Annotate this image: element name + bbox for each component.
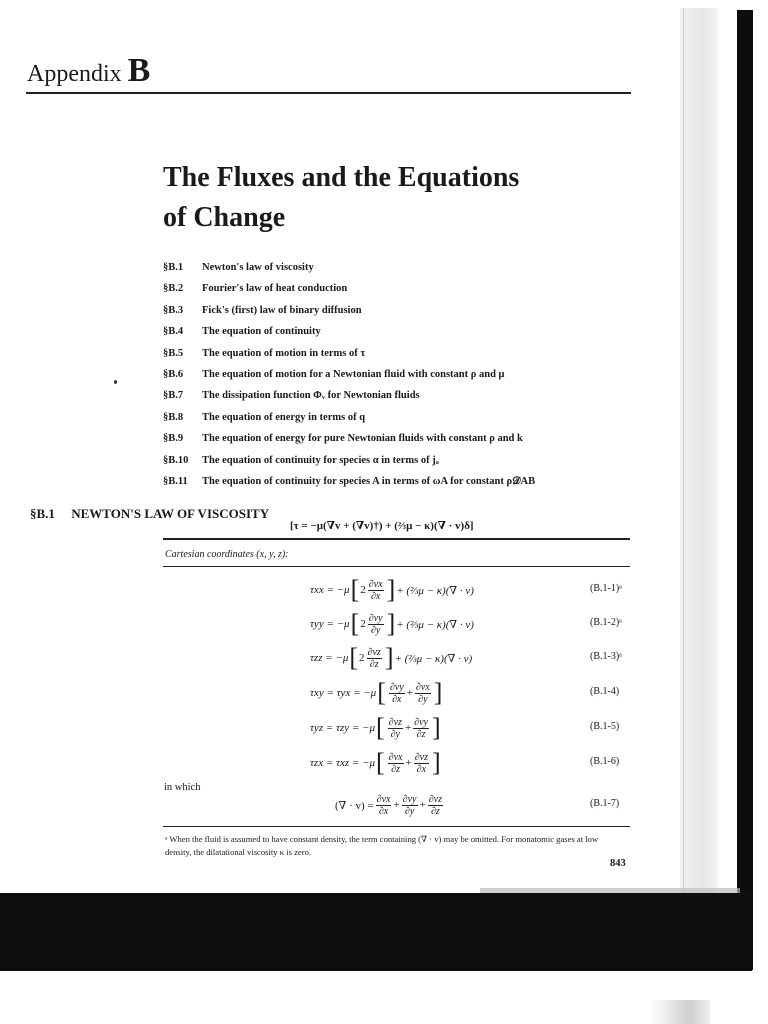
derivative-fraction	[414, 752, 429, 775]
fraction-denominator: ∂y	[404, 805, 415, 817]
bracket-close: ]	[386, 575, 396, 604]
derivative-fraction	[402, 794, 418, 817]
equation-row	[310, 676, 443, 710]
fraction-denominator: ∂z	[369, 658, 379, 670]
divergence-equation	[335, 788, 445, 822]
fraction-denominator: ∂x	[370, 590, 381, 602]
equation-row	[310, 573, 474, 607]
section-title: NEWTON'S LAW OF VISCOSITY	[71, 506, 270, 521]
toc-number: §B.3	[163, 304, 184, 316]
fraction-numerator: ∂vx	[388, 751, 403, 763]
fraction-numerator: ∂vy	[389, 681, 404, 693]
fraction-numerator: ∂vy	[402, 793, 417, 805]
equation-row	[310, 746, 442, 780]
bracket-open: [	[376, 713, 385, 742]
toc-item	[163, 282, 603, 303]
bracket-close: ]	[384, 643, 394, 672]
toc-number: §B.1	[163, 262, 184, 273]
equation-lhs: τyy = −μ	[310, 618, 350, 630]
toc-number: §B.9	[163, 433, 184, 445]
toc-number: §B.2	[163, 283, 184, 295]
fraction-denominator: ∂y	[390, 728, 400, 740]
equation-lhs: τzx = τxz = −μ	[310, 757, 375, 769]
appendix-heading	[27, 52, 150, 90]
fraction-denominator: ∂y	[418, 693, 428, 705]
equation-number: (B.1-4)	[590, 686, 620, 697]
toc-item	[163, 475, 603, 496]
toc-item	[163, 304, 603, 325]
derivative-fraction	[413, 717, 429, 740]
bracket-open: [	[349, 643, 359, 672]
plus-sign: +	[406, 687, 413, 699]
toc-number: §B.8	[163, 411, 184, 423]
bracket-open: [	[350, 575, 360, 604]
bracket-close: ]	[432, 748, 441, 777]
scan-corner-smudge	[650, 1000, 710, 1024]
table-top-rule	[163, 538, 630, 540]
equation-number: (B.1-6)	[590, 756, 620, 767]
toc-item	[163, 389, 603, 410]
derivative-fraction	[388, 752, 404, 775]
chapter-title-line-1: The Fluxes and the Equations	[163, 162, 520, 193]
toc-text: The equation of motion in terms of τ	[202, 347, 366, 359]
table-header-rule	[163, 566, 630, 567]
chapter-title-line-2: of Change	[163, 202, 286, 233]
fraction-numerator: ∂vz	[367, 646, 381, 658]
fraction-numerator: ∂vx	[376, 793, 391, 805]
scan-speck	[114, 380, 117, 384]
bracket-open: [	[376, 748, 385, 777]
section-general-formula: [τ = −μ(∇v + (∇v)†) + (⅔μ − κ)(∇ · v)δ]	[290, 520, 474, 532]
toc-text: The equation of continuity for species A in terms of ωA for constant ρ𝒟AB	[202, 475, 536, 487]
plus-sign: +	[393, 799, 400, 811]
bracket-close: ]	[386, 609, 396, 638]
toc-number: §B.11	[163, 475, 188, 487]
section-number: §B.1	[30, 506, 55, 521]
bracket-open: [	[377, 678, 386, 707]
toc-number: §B.4	[163, 326, 184, 338]
toc-item	[163, 454, 603, 475]
toc-item	[163, 347, 603, 368]
toc-item	[163, 325, 603, 346]
equation-coefficient: 2	[359, 652, 365, 664]
fraction-denominator: ∂z	[391, 763, 400, 775]
toc-text: Fick's (first) law of binary diffusion	[202, 304, 362, 316]
fraction-denominator: ∂y	[370, 624, 381, 636]
equation-row	[310, 711, 442, 745]
equation-lhs: (∇ · v) =	[335, 799, 374, 812]
toc-item	[163, 432, 603, 453]
derivative-fraction	[368, 579, 384, 602]
fraction-denominator: ∂x	[392, 693, 402, 705]
equation-number: (B.1-2)ᵃ	[590, 617, 622, 628]
equation-number: (B.1-7)	[590, 798, 620, 809]
derivative-fraction	[368, 613, 384, 636]
equation-row	[310, 641, 472, 675]
chapter-title	[163, 158, 613, 238]
book-spine-shadow	[737, 10, 753, 970]
fraction-numerator: ∂vz	[428, 793, 442, 805]
plus-sign: +	[404, 722, 412, 734]
equation-lhs: τyz = τzy = −μ	[310, 722, 375, 734]
toc-text: Fourier's law of heat conduction	[202, 283, 348, 295]
appendix-word: Appendix	[27, 61, 122, 87]
fraction-numerator: ∂vz	[388, 716, 402, 728]
derivative-fraction	[415, 682, 431, 705]
toc-text: The equation of motion for a Newtonian fluid with constant ρ and μ	[202, 368, 505, 380]
bracket-open: [	[350, 609, 360, 638]
appendix-letter: B	[127, 52, 151, 89]
derivative-fraction	[388, 717, 403, 740]
heading-rule	[26, 92, 631, 94]
toc-item	[163, 411, 603, 432]
section-heading	[30, 506, 269, 522]
page-number: 843	[610, 858, 626, 869]
bracket-close: ]	[433, 678, 443, 707]
fraction-denominator: ∂z	[416, 728, 426, 740]
fraction-numerator: ∂vx	[368, 578, 383, 590]
toc-number: §B.7	[163, 390, 184, 402]
footnote: ᵃ When the fluid is assumed to have constant density, the term containing (∇ · v) may be omitted. For monatomic gases at low density, the dilatational viscosity κ is zero.	[165, 834, 599, 857]
toc-number: §B.10	[163, 454, 189, 466]
fraction-numerator: ∂vx	[415, 681, 430, 693]
toc-number: §B.6	[163, 368, 184, 380]
fraction-numerator: ∂vz	[414, 751, 428, 763]
equation-lhs: τzz = −μ	[310, 652, 349, 664]
equation-row	[310, 607, 474, 641]
equation-number: (B.1-1)ᵃ	[590, 583, 622, 594]
toc-text: The equation of energy for pure Newtonian fluids with constant ρ and k	[202, 433, 523, 445]
fraction-denominator: ∂z	[430, 805, 440, 817]
equation-tail: + (⅔μ − κ)(∇ · v)	[396, 618, 474, 631]
plus-sign: +	[419, 799, 426, 811]
equation-tail: + (⅔μ − κ)(∇ · v)	[396, 584, 474, 597]
toc-number: §B.5	[163, 347, 184, 359]
toc-text: The equation of continuity	[202, 326, 321, 338]
equation-coefficient: 2	[360, 618, 366, 630]
footnote-rule	[163, 826, 630, 827]
derivative-fraction	[367, 647, 382, 670]
fraction-denominator: ∂x	[378, 805, 389, 817]
toc-text: Newton's law of viscosity	[202, 262, 314, 273]
toc-text: The equation of continuity for species α in terms of jₐ	[202, 454, 439, 466]
derivative-fraction	[428, 794, 443, 817]
derivative-fraction	[376, 794, 392, 817]
derivative-fraction	[389, 682, 405, 705]
table-of-contents	[163, 261, 603, 496]
plus-sign: +	[405, 757, 412, 769]
bracket-close: ]	[432, 713, 441, 742]
toc-item	[163, 261, 603, 282]
toc-text: The dissipation function Φᵥ for Newtonian fluids	[202, 390, 420, 402]
coordinates-label: Cartesian coordinates (x, y, z):	[165, 549, 289, 560]
toc-text: The equation of energy in terms of q	[202, 411, 366, 423]
fraction-numerator: ∂vy	[414, 716, 428, 728]
equation-lhs: τxx = −μ	[310, 584, 350, 596]
equation-coefficient: 2	[360, 584, 366, 596]
scan-bottom-shadow	[0, 893, 752, 971]
equation-number: (B.1-5)	[590, 721, 620, 732]
toc-item	[163, 368, 603, 389]
equation-tail: + (⅔μ − κ)(∇ · v)	[394, 652, 473, 665]
page-edge-shadow	[680, 8, 718, 898]
equation-number: (B.1-3)ᵃ	[590, 651, 622, 662]
in-which-text: in which	[164, 782, 201, 793]
fraction-denominator: ∂x	[416, 763, 427, 775]
fraction-numerator: ∂vy	[368, 612, 383, 624]
equation-lhs: τxy = τyx = −μ	[310, 687, 377, 699]
page-edge-line	[683, 8, 684, 898]
